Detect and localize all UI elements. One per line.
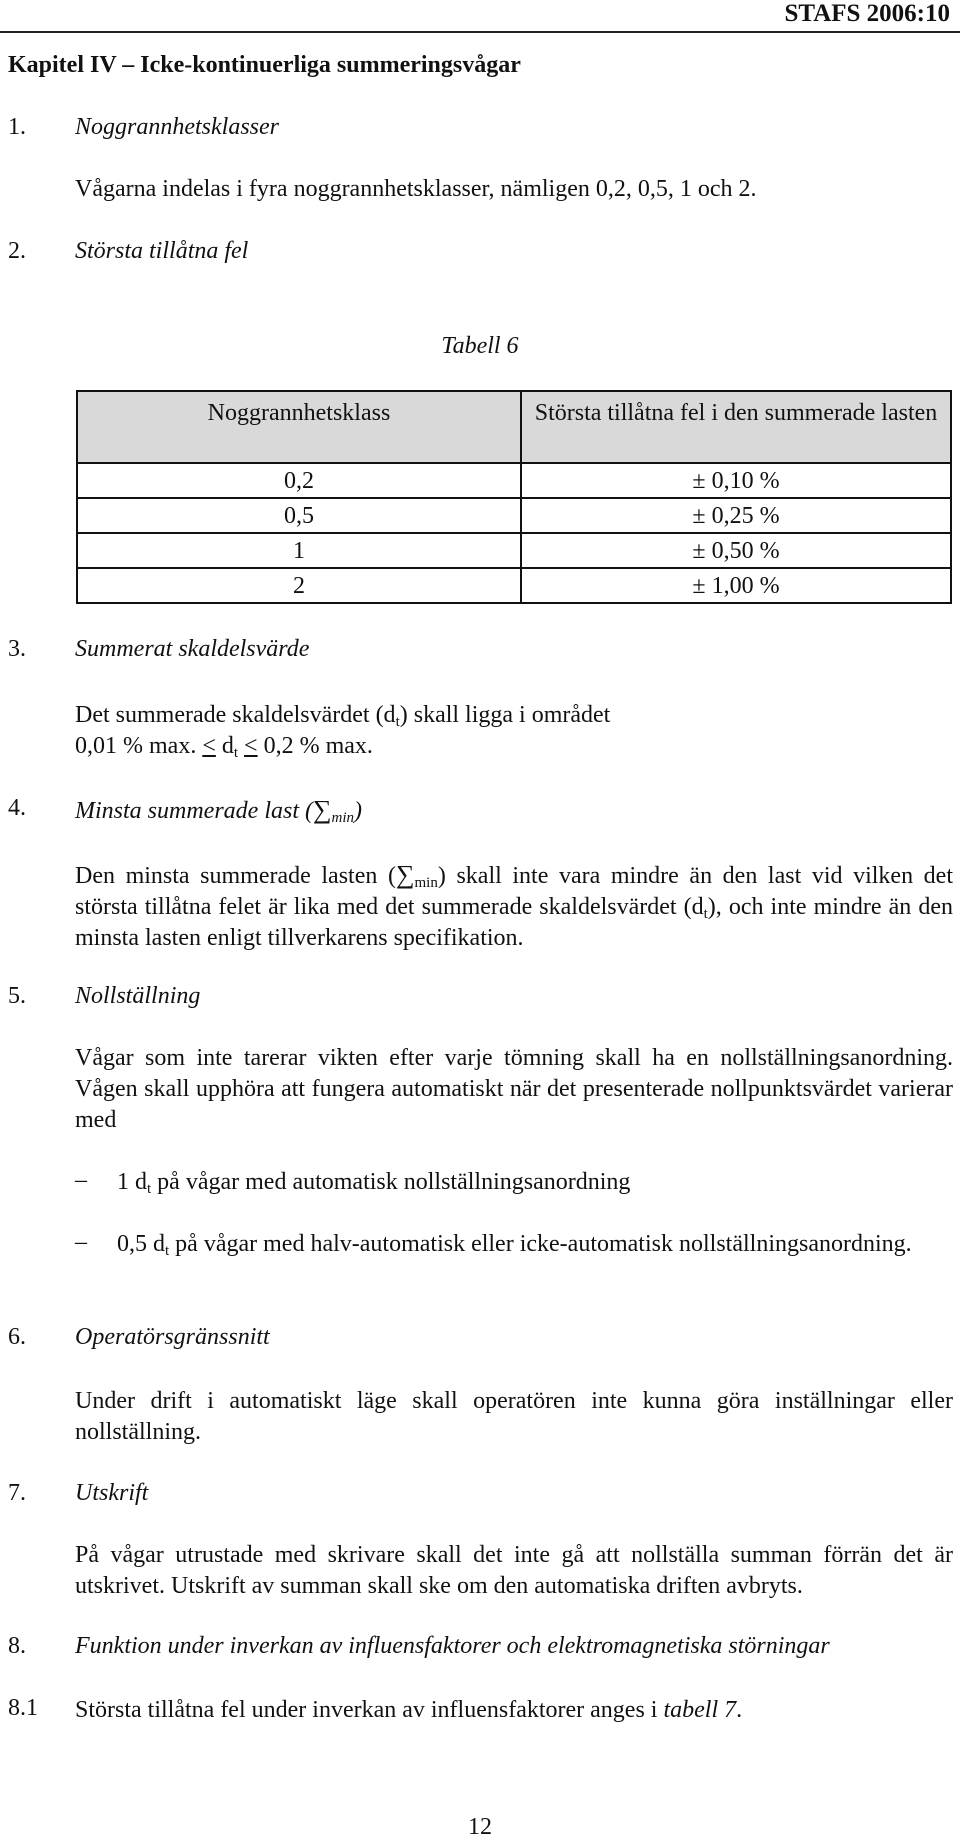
section-5-title: Nollställning	[75, 983, 201, 1009]
table-cell: 1	[77, 533, 521, 568]
accuracy-table	[76, 390, 952, 604]
section-1-text: Vågarna indelas i fyra noggrannhetsklasser, nämligen 0,2, 0,5, 1 och 2.	[75, 176, 757, 202]
chapter-title: Kapitel IV – Icke-kontinuerliga summeringsvågar	[8, 52, 521, 78]
table-header-class: Noggrannhetsklass	[77, 391, 521, 463]
section-8-number: 8.	[8, 1633, 26, 1659]
section-8-1-text: Största tillåtna fel under inverkan av influensfaktorer anges i tabell 7.	[75, 1697, 743, 1723]
section-6-title: Operatörsgränssnitt	[75, 1324, 270, 1350]
page-number: 12	[468, 1814, 492, 1840]
section-3-text: Det summerade skaldelsvärdet $(d_t)$ skall ligga i området 0,01 % max. < $d_t < 0,2$ % max.	[75, 702, 611, 761]
section-6-number: 6.	[8, 1324, 26, 1350]
table-cell: 0,2	[77, 463, 521, 498]
document-id: STAFS 2006:10	[784, 0, 950, 27]
list-dash: –	[75, 1229, 87, 1255]
list-dash: –	[75, 1167, 87, 1193]
section-3-title: Summerat skaldelsvärde	[75, 636, 310, 662]
table-row	[77, 463, 951, 498]
table-cell: ± 1,00 %	[521, 568, 951, 603]
section-4-title: Minsta summerade last $(\sum_{min})$	[75, 795, 363, 826]
section-4-number: 4.	[8, 795, 26, 821]
section-5-number: 5.	[8, 983, 26, 1009]
section-7-text: På vågar utrustade med skrivare skall det inte gå att nollställa summan förrän det är utskrivet. Utskrift av summan skall ske om den automatiska driften avbryts.	[75, 1542, 953, 1599]
table-row	[77, 533, 951, 568]
table-header-row	[77, 391, 951, 463]
table-cell: ± 0,50 %	[521, 533, 951, 568]
table-cell: 2	[77, 568, 521, 603]
section-6-text: Under drift i automatiskt läge skall operatören inte kunna göra inställningar eller nollställning.	[75, 1388, 953, 1445]
list-item: 0,5 $d_t$ på vågar med halv-automatisk eller icke-automatisk nollställningsanordning.	[117, 1231, 912, 1259]
section-2-title: Största tillåtna fel	[75, 238, 249, 264]
table-cell: ± 0,25 %	[521, 498, 951, 533]
table-header-max-error: Största tillåtna fel i den summerade lasten	[521, 391, 951, 463]
table-row	[77, 498, 951, 533]
table-cell: ± 0,10 %	[521, 463, 951, 498]
section-3-number: 3.	[8, 636, 26, 662]
header-rule	[0, 31, 960, 33]
section-8-title: Funktion under inverkan av influensfaktorer och elektromagnetiska störningar	[75, 1633, 830, 1659]
section-7-title: Utskrift	[75, 1480, 149, 1506]
section-5-text: Vågar som inte tarerar vikten efter varje tömning skall ha en nollställningsanordning. Vågen skall upphöra att fungera automatiskt när det presenterade nollpunktsvärdet varierar med	[75, 1045, 953, 1133]
table-row	[77, 568, 951, 603]
table-caption: Tabell 6	[441, 333, 519, 359]
table-cell: 0,5	[77, 498, 521, 533]
list-item: 1 $d_t$ på vågar med automatisk nollställningsanordning	[117, 1169, 631, 1197]
section-2-number: 2.	[8, 238, 26, 264]
section-7-number: 7.	[8, 1480, 26, 1506]
section-1-number: 1.	[8, 114, 26, 140]
table-7-reference: tabell 7	[663, 1697, 737, 1723]
section-1-title: Noggrannhetsklasser	[75, 114, 279, 140]
section-8-1-number: 8.1	[8, 1695, 38, 1721]
section-4-text: Den minsta summerade lasten $(\sum_{min})$ skall inte vara mindre än den last vid vilken det största tillåtna felet är lika med det summerade skaldelsvärdet $(d_t)$, och inte mindre än den minsta lasten enligt tillverkarens specifikation.	[75, 860, 954, 951]
